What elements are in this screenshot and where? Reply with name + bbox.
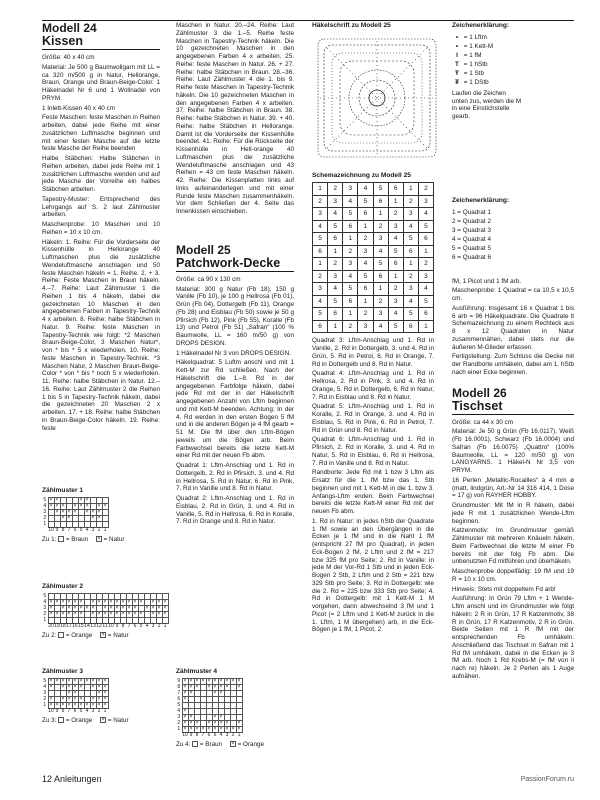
model-24-label: Modell 24 — [42, 21, 97, 35]
schema-cell: 2 — [343, 320, 358, 333]
schema-cell: 3 — [328, 270, 343, 283]
z1-key-b: = Natur — [103, 535, 125, 543]
schema-cell: 4 — [418, 283, 433, 296]
z3-key-label: Zu 3: — [42, 716, 57, 724]
model-26-label: Modell 26 — [452, 385, 507, 400]
schema-cell: 6 — [343, 220, 358, 233]
legend-2-item: 2 = Quadrat 2 — [452, 217, 491, 225]
m26-perlen: 16 Perlen „Metallic-Rocailles“ á 4 mm ø (matt, lindgrün, Art.-Nr 14 316 414, 1 Dose = 17 g) von RAYHER HOBBY. — [452, 476, 574, 500]
z4-key-label: Zu 4: — [176, 740, 191, 748]
zaehlmuster-1-key — [42, 536, 124, 543]
zaehlmuster-1-heading: Zählmuster 1 — [42, 487, 84, 494]
cross-cell-icon — [100, 717, 106, 723]
schema-cell: 5 — [388, 320, 403, 333]
z1-key-a: = Braun — [65, 535, 89, 543]
schema-cell: 2 — [403, 195, 418, 208]
m25-needle: 1 Häkelnadel Nr 3 von DROPS DESIGN. — [176, 349, 291, 357]
schema-cell: 3 — [403, 208, 418, 221]
schema-cell: 5 — [313, 308, 328, 321]
schema-cell: 6 — [328, 233, 343, 246]
legend-2-item: 3 = Quadrat 3 — [452, 226, 491, 234]
model-25-label: Modell 25 — [176, 242, 231, 257]
schema-row — [313, 258, 434, 271]
column-2 — [176, 22, 294, 528]
schema-cell: 3 — [358, 245, 373, 258]
m25-randborte: Randborte: Jede Rd mit 1 bzw 3 Lftm als Ersatz für die 1. fM bzw das 1. Stb beginnen und mit 1 Kett-M in die 1. bzw 3. Anfangs-Lftm enden. Beim Farbwechsel bereits die letzte Kett-M einer Rd mit der neuen Fb abm. — [312, 469, 434, 515]
schema-cell: 5 — [343, 283, 358, 296]
schema-cell: 4 — [388, 233, 403, 246]
m26-hinweis: Hinweis: Stets mit doppeltem Fd arb! — [452, 585, 556, 593]
schema-cell: 4 — [358, 183, 373, 196]
schema-cell: 4 — [418, 208, 433, 221]
zaehlmuster-3-key — [42, 717, 129, 724]
zaehlmuster-3-heading: Zählmuster 3 — [42, 668, 84, 675]
schema-cell: 2 — [373, 220, 388, 233]
schema-cell: 5 — [328, 295, 343, 308]
schema-cell: 5 — [313, 233, 328, 246]
stitch-symbol-icon: Ŧ — [455, 69, 459, 77]
schema-cell: 2 — [418, 258, 433, 271]
schema-cell: 5 — [343, 208, 358, 221]
empty-cell-icon — [58, 536, 64, 542]
schema-cell: 4 — [403, 295, 418, 308]
schema-cell: 5 — [373, 183, 388, 196]
schema-cell: 3 — [343, 183, 358, 196]
schema-row — [313, 320, 434, 333]
schema-row — [313, 308, 434, 321]
schema-cell: 3 — [418, 270, 433, 283]
schema-cell: 6 — [403, 245, 418, 258]
schema-cell: 4 — [388, 308, 403, 321]
schema-cell: 6 — [373, 270, 388, 283]
m25-maschenprobe: Maschenprobe: 1 Quadrat = ca 10,5 x 10,5 cm. — [452, 287, 574, 302]
schema-cell: 2 — [313, 270, 328, 283]
z1-key-label: Zu 1: — [42, 535, 57, 543]
schema-row — [313, 233, 434, 246]
schema-cell: 4 — [373, 245, 388, 258]
zaehlmuster-2-key — [42, 632, 169, 639]
m25-quadrat-2: Quadrat 2: Lftm-Anschlag und 1. Rd in Eisblau, 2. Rd in Grün, 3. und 4. Rd in Vanille, 5. Rd in Hellrosa, 6. Rd in Koralle, 7. Rd in Orange und 8. Rd in Natur. — [176, 495, 294, 526]
m25-fertigstellung: Fertigstellung: Zum Schluss die Decke mit der Randborte umhäkeln, dabei am 1. hStb nach einer Ecke beginnen. — [452, 353, 574, 376]
legend-item — [452, 78, 574, 87]
column-1 — [42, 22, 160, 434]
schema-cell: 5 — [403, 233, 418, 246]
haekeln-text: Häkeln: 1. Reihe: Für die Vorderseite der Kissenhülle in Hellorange 40 Luftmaschen plus die zusätzliche Wendeluftmasche anschlagen und 50 feste Maschen häkeln = 1. Reihe. 2. + 3. Reihe: Feste Maschen in Braun häkeln. 4.–7. Reihe: Laut Zählmuster 1 die Reihen 1 bis 4 häkeln, dabei die gezeichneten 10 Maschen in den angegebenen Farben in Tapestry-Technik 4 x arbeiten. 8. Reihe: halbe Stäbchen in Natur. 9. Reihe: feste Maschen in Tapestry-Technik wie folgt: *2 Maschen Braun-Beige-Color, 3 Maschen Natur*, von * bis * 5 x wiederholen. 10. Reihe: feste Maschen in Tapestry-Technik. *3 Maschen Natur, 2 Maschen Braun-Beige-Color * von * bis * noch 5 x wiederholen. 11. Reihe: halbe Stäbchen in Natur. 12.–16. Reihe: Laut Zählmuster 2 die Reihen 1 bis 5 in Tapestry-Technik häkeln, dabei die gezeichneten 20 Maschen 2 x arbeiten. 17. + 18. Reihe: halbe Stäbchen in Braun-Beige-Color häkeln. 19. Reihe: feste — [42, 238, 160, 432]
m25-randborte-rounds: 1. Rd in Natur: in jedes hStb der Quadrate 1 fM sowie an den Übergängen in die Ecken je 1 fM und in die Naht 1 fM (entspricht 27 fM pro Quadrat), in jeden Eck-Bogen 2 fM, 2 Lftm und 2 fM = 217 bzw 325 fM pro Seite; 2. Rd in Vanille: in jede M der Vor-Rd 1 Stb und in jeden Eck-Bogen 2 Stb, 2 Lftm und 2 Stb = 221 bzw 329 Stb pro Seite; 3. Rd in Dottergelb: wie die 2. Rd = 225 bzw 333 Stb pro Seite; 4. Rd in Dottergelb: mit 1 Kett-M 1 M vorgehen, dann abwechselnd 3 fM und 1 Picot (= 2 Lftm und 1 Kett-M zurück in die 1. Lftm, 1 M übergehen) arb, in die Eck-Bögen je 1 fM, 1 Picot, 2 — [312, 517, 434, 634]
m25-material: Material: 300 g Natur (Fb 18), 150 g Vanille (Fb 10), je 100 g Hellrosa (Fb 01), Grün (Fb 04), Dottergelb (Fb 11), Orange (Fb 28) und Eisblau (Fb 50) sowie je 50 g Pfirsich (Fb 12), Pink (Fb 55), Koralle (Fb 13) und Petrol (Fb 51) „Safran“ (100 % Baumwolle, LL = 160 m/50 g) von DROPS DESIGN. — [176, 285, 294, 347]
zaehlmuster-4 — [176, 668, 264, 748]
m26-ausfuehrung: Ausführung: In Grün 79 Lftm + 1 Wende-Lftm anschl und im Grundmuster wie folgt häkeln: 2 R in Grün, 17 R Katzenmotiv, 38 R in Grün, 17 R Katzenmotiv, 2 R in Grün. Beide Seiten mit 1 R fM mit der entsprechenden Fb umhäkeln. Anschließend das Tischset in Safran mit 1 Rd fM umhäkeln, dabei in die Ecken je 3 fM arb. Noch 1 Rd Krebs-M (= fM von li nach re) häkeln. Je 2 Perlen als 1 Auge aufnähen. — [452, 595, 574, 680]
schema-cell: 6 — [373, 195, 388, 208]
legend-item — [452, 51, 574, 60]
schema-cell: 4 — [313, 295, 328, 308]
model-25-heading — [176, 244, 294, 272]
legend-heading: Zeichenerklärung: — [452, 22, 510, 29]
schema-cell: 3 — [328, 195, 343, 208]
top-rule — [42, 20, 574, 21]
zaehlmuster-4-grid: 9 × × × × × × × × × × 8 × × × × × × × × 7 × × × × 6 × 5 4 × 3 × × × × 2 × × × × × × × × 1 × × × × × × × × × × 10 9 8 7 6 5 4 3 2 1 — [176, 678, 243, 739]
legend-2-list — [452, 208, 574, 262]
schema-cell: 1 — [418, 245, 433, 258]
m25-quadrat-3: Quadrat 3: Lftm-Anschlag und 1. Rd in Vanille, 2. Rd in Dottergelb, 3. und 4. Rd in Grün, 5. Rd in Petrol, 6. Rd in Orange, 7. Rd in Dottergelb und 8. Rd in Natur. — [312, 337, 434, 368]
schema-cell: 5 — [403, 308, 418, 321]
z2-key-a: = Orange — [65, 631, 93, 639]
z3-key-a: = Orange — [65, 716, 93, 724]
schema-cell: 6 — [343, 295, 358, 308]
z3-key-b: = Natur — [107, 716, 129, 724]
schema-cell: 1 — [388, 270, 403, 283]
schema-cell: 1 — [358, 295, 373, 308]
legend-item — [452, 42, 574, 51]
schema-cell: 1 — [403, 183, 418, 196]
stitch-symbol-icon: • — [455, 33, 459, 41]
schema-cell: 4 — [373, 320, 388, 333]
z2-key-label: Zu 2: — [42, 631, 57, 639]
schema-cell: 2 — [313, 195, 328, 208]
m25-quadrat-1: Quadrat 1: Lftm-Anschlag und 1. Rd in Dottergelb, 2. Rd in Pfirsich, 3. und 4. Rd in Hellrosa, 5. Rd in Natur, 6. Rd in Pink, 7. Rd in Vanille und 8. Rd in Natur. — [176, 462, 294, 493]
schema-cell: 1 — [343, 233, 358, 246]
schema-cell: 2 — [418, 183, 433, 196]
schema-cell: 3 — [313, 208, 328, 221]
page-section: Anleitungen — [54, 774, 102, 784]
schema-cell: 2 — [328, 258, 343, 271]
schema-cell: 6 — [388, 258, 403, 271]
legend-text: = 1 fM — [462, 51, 482, 59]
schema-row — [313, 270, 434, 283]
schema-row — [313, 183, 434, 196]
stitch-symbol-icon: ₮ — [455, 78, 459, 86]
page-number: 12 — [42, 774, 53, 784]
m25-size: Größe: ca 90 x 130 cm — [176, 275, 241, 283]
legend-list — [452, 33, 574, 87]
m26-size: Größe: ca 44 x 30 cm — [452, 418, 513, 426]
page-footer — [42, 774, 102, 784]
schema-cell: 3 — [358, 320, 373, 333]
schema-cell: 6 — [403, 320, 418, 333]
schema-cell: 6 — [418, 308, 433, 321]
schema-cell: 3 — [403, 283, 418, 296]
legend-item — [452, 33, 574, 42]
schema-cell: 4 — [313, 220, 328, 233]
schema-cell: 2 — [373, 295, 388, 308]
m25-haekelquadrat: Häkelquadrat: 5 Luftm anschl und mit 1 Kett-M zur Rd schließen. Nach der Häkelschrift die 1.–8. Rd in der angegebenen Farbfolge häkeln, dabei jede Rd mit der in der Häkelschrift angegebenen Anzahl von Lftm beginnen und mit Kett-M beenden. Achtung: In der 4. Rd werden in den ersten Bogen 5 fM und in die anderen Bögen je 4 fM gearb = 51 M. Die fM über den Lftm-Bögen jeweils um die Bögen arb. Beim Farbwechsel bereits die letzte Kett-M einer Rd mit der neuen Fb abm. — [176, 359, 294, 460]
schema-cell: 4 — [403, 220, 418, 233]
legend-item — [452, 60, 574, 69]
schema-row — [313, 220, 434, 233]
stitch-symbol-icon: I — [456, 51, 458, 59]
schema-row — [313, 245, 434, 258]
model-24-title: Kissen — [42, 34, 83, 48]
haekelschrift-heading: Häkelschrift zu Modell 25 — [312, 22, 391, 29]
schema-cell: 3 — [373, 308, 388, 321]
m25-ausfuehrung: Ausführung: Insgesamt 16 x Quadrat 1 bis 6 arb = 96 Häkelquadrate. Die Quadrate lt Schemazeichnung zu einem Rechteck aus 8 x 12 Quadraten in Natur zusammennähen, dabei stets nur die äußeren M-Glieder erfassen. — [452, 304, 574, 351]
schema-cell: 1 — [418, 320, 433, 333]
schema-cell: 2 — [358, 308, 373, 321]
stitch-symbol-icon: T — [455, 60, 459, 68]
model-25-title: Patchwork-Decke — [176, 255, 281, 270]
schema-cell: 1 — [328, 245, 343, 258]
schema-cell: 5 — [373, 258, 388, 271]
maschenprobe-text: Maschenprobe: 10 Maschen und 10 Reihen = 10 x 10 cm. — [42, 221, 160, 236]
model-26-title: Tischset — [452, 398, 503, 413]
cross-cell-icon — [230, 741, 236, 747]
halbe-staebchen-text: Halbe Stäbchen: Halbe Stäbchen in Reihen arbeiten, dabei jede Reihe mit 1 zusätzlichen Luftmasche wenden und auf jede Masche der Vorreihe ein halbes Stäbchen arbeiten. — [42, 155, 160, 193]
m25-quadrat-4: Quadrat 4: Lftm-Anschlag und 1. Rd in Hellrosa, 2. Rd in Pink, 3. und 4. Rd in Orange, 5. Rd in Dottergelb, 6. Rd in Natur, 7. Rd in Eisblau und 8. Rd in Natur. — [312, 370, 434, 401]
zaehlmuster-3-grid: 5 × × × × × × × × × × 4 × × × × × × × × 3 × × × × 2 × × × × × × × × 1 × × × × × × × × × × 10 9 8 7 6 5 4 3 2 1 — [42, 678, 109, 715]
schema-cell: 5 — [358, 270, 373, 283]
schema-cell: 5 — [328, 220, 343, 233]
schema-cell: 2 — [388, 208, 403, 221]
legend-2-heading: Zeichenerklärung: — [452, 196, 510, 204]
schema-row — [313, 195, 434, 208]
legend-text: = 1 Kett-M — [462, 42, 494, 50]
schema-cell: 2 — [388, 283, 403, 296]
schema-row — [313, 208, 434, 221]
schema-cell: 3 — [418, 195, 433, 208]
schema-cell: 6 — [313, 320, 328, 333]
crochet-square-diagram — [312, 33, 442, 163]
schema-cell: 3 — [388, 220, 403, 233]
schema-cell: 6 — [388, 183, 403, 196]
m26-grundmuster: Grundmuster: Mit fM in R häkeln, dabei jede R mit 1 zusätzlichen Wende-Lftm beginnen. — [452, 502, 574, 525]
model-26-heading — [452, 387, 574, 415]
legend-text: = 1 Stb — [462, 69, 485, 77]
zaehlmuster-2-grid: 5 4 × × × × × × × × × × × × × × × × × × 3 × × × × × × × × × × × × × × × × × 2 × × × × × × × × × × × × × × × × × × 1 20 19 18 17 16 15 14 13 12 11 10 9 8 7 6 5 4 3 2 1 — [42, 593, 169, 630]
z2-key-b: = Natur — [107, 631, 129, 639]
schema-cell: 5 — [358, 195, 373, 208]
legend-2-item: 5 = Quadrat 5 — [452, 244, 491, 252]
schema-cell: 2 — [328, 183, 343, 196]
cross-cell-icon — [96, 536, 102, 542]
z4-key-a: = Braun — [199, 740, 223, 748]
zaehlmuster-3 — [42, 668, 129, 724]
empty-cell-icon — [58, 717, 64, 723]
legend-2-item: 1 = Quadrat 1 — [452, 208, 491, 216]
schema-cell: 1 — [373, 283, 388, 296]
column-3 — [312, 22, 434, 636]
schema-cell: 4 — [328, 283, 343, 296]
site-watermark: PassionForum.ru — [520, 776, 574, 783]
schema-cell: 1 — [343, 308, 358, 321]
schema-cell: 6 — [418, 233, 433, 246]
schema-cell: 1 — [373, 208, 388, 221]
legend-item — [452, 69, 574, 78]
legend-2-item: 6 = Quadrat 6 — [452, 253, 491, 261]
schema-cell: 1 — [403, 258, 418, 271]
schema-cell: 6 — [328, 308, 343, 321]
model-24-heading — [42, 22, 160, 50]
empty-cell-icon — [58, 632, 64, 638]
z4-key-b: = Orange — [237, 740, 265, 748]
col2-continuation: Maschen in Natur. 20.–24. Reihe: Laut Zählmuster 3 die 1.–5. Reihe feste Maschen in Tapestry-Technik häkeln. Die 10 gezeichneten Maschen in den angegebenen Farben 4 x arbeiten. 25. Reihe: feste Maschen in Natur. 26. + 27. Reihe: halbe Stäbchen in Braun. 28.–36. Reihe: Laut Zählmuster 4 die 1. bis 9. Reihe feste Maschen in Tapestry-Technik häkeln. Die 10 gezeichneten Maschen in den angegebenen Farben 4 x arbeiten. 37. Reihe: halbe Stäbchen in Braun. 38. Reihe: halbe Stäbchen in Natur. 39. + 40. Reihe: halbe Stäbchen in Hellorange. Damit ist die Vorderseite der Kissenhülle beendet. 41. Reihe: Für die Rückseite der Kissenhülle in Hell-orange 40 Luftmaschen plus die zusätzliche Wendeluftmasche anschlagen und 43 Reihen = 43 cm feste Maschen häkeln. 42. Reihe: Die Kissenplatten links auf links aufeinanderlegen und mit einer Runde feste Maschen zusammenhäkeln. Vor dem Schließen der 4. Seite das Innenkissen einschieben. — [176, 22, 294, 215]
m26-material: Material: Je 50 g Grün (Fb 16.0117), Weiß (Fb 16.0001), Schwarz (Fb 16.0004) und Safran (Fb 16.0075) „Quattro“ (100% Baumwolle, LL = 120 m/50 g) von LANGYARNS. 1 Häkel-N Nr 3,5 von PRYM. — [452, 428, 574, 474]
schema-table — [312, 182, 434, 333]
size-text: Größe: 40 x 40 cm — [42, 54, 95, 61]
inlett-text: 1 Inlett-Kissen 40 x 40 cm — [42, 104, 115, 112]
schema-cell: 3 — [388, 295, 403, 308]
schema-cell: 2 — [358, 233, 373, 246]
schema-cell: 1 — [313, 183, 328, 196]
empty-cell-icon — [192, 741, 198, 747]
schema-cell: 2 — [403, 270, 418, 283]
schema-cell: 4 — [343, 270, 358, 283]
schema-cell: 1 — [313, 258, 328, 271]
m26-katzenmotiv: Katzenmotiv: Im Grundmuster gemäß Zählmuster mit mehreren Knäueln häkeln. Beim Farbwechsel die letzte M einer Fb bereits mit der folg Fb abm. Die unbenutzten Fd mitführen und überhäkeln. — [452, 527, 574, 566]
legend-text: = 1 DStb — [462, 78, 489, 86]
m25-quadrat-6: Quadrat 6: Lftm-Anschlag und 1. Rd in Pfirsich, 2. Rd in Koralle, 3. und 4. Rd in Natur, 5. Rd in Eisblau, 6. Rd in Hellrosa, 7. Rd in Vanille und 8. Rd in Natur. — [312, 436, 434, 467]
stitch-symbol-icon: • — [455, 42, 459, 50]
schema-cell: 5 — [418, 220, 433, 233]
schema-cell: 6 — [358, 208, 373, 221]
legend-2-item: 4 = Quadrat 4 — [452, 235, 491, 243]
feste-maschen-text: Feste Maschen: feste Maschen in Reihen arbeiten, dabei jede Reihe mit einer zusätzlichen Luftmasche beginnen und mit einer festen Masche auf die letzte feste Masche der Reihe beenden — [42, 114, 160, 153]
schemazeichnung-heading: Schemazeichnung zu Modell 25 — [312, 171, 411, 179]
schema-cell: 5 — [418, 295, 433, 308]
schema-cell: 3 — [373, 233, 388, 246]
zaehlmuster-2-heading: Zählmuster 2 — [42, 583, 84, 590]
legend-note: Laufen die Zeichen unten zus, werden die M in eine Einstichstelle gearb. — [452, 89, 522, 120]
schema-cell: 5 — [388, 245, 403, 258]
tapestry-text: Tapestry-Muster: Entsprechend des Lehrgangs auf S. 2 laut Zählmuster arbeiten. — [42, 195, 160, 219]
schema-row — [313, 295, 434, 308]
material-text: Material: Je 500 g Baumwollgarn mit LL = ca 320 m/500 g in Natur, Hellorange, Braun, Orange und Braun-Beige-Color. 1 Häkelnadel Nr 6 und 1 Wollnadel von PRYM. — [42, 63, 160, 102]
schema-cell: 4 — [358, 258, 373, 271]
m25-quadrat-5: Quadrat 5: Lftm-Anschlag und 1. Rd in Koralle, 2. Rd in Orange, 3. und 4. Rd in Eisblau, 5. Rd in Pink, 6. Rd in Petrol, 7. Rd in Grün und 8. Rd in Natur. — [312, 403, 434, 434]
legend-text: = 1 Lftm — [462, 33, 487, 41]
schema-cell: 4 — [343, 195, 358, 208]
schema-cell: 3 — [343, 258, 358, 271]
m25-finish-corner: fM, 1 Picot und 1 fM arb. — [452, 277, 522, 285]
zaehlmuster-1 — [42, 487, 124, 543]
zaehlmuster-1-grid: 5 × × × × 4 × × × × × × × × 3 × × × × × × × 2 × × × × 1 10 9 8 7 6 5 4 3 2 1 — [42, 497, 109, 534]
m26-maschenprobe: Maschenprobe doppelfädig: 19 fM und 19 R = 10 x 10 cm. — [452, 568, 574, 583]
column-4 — [452, 22, 574, 683]
schema-cell: 1 — [358, 220, 373, 233]
schema-cell: 6 — [313, 245, 328, 258]
zaehlmuster-4-key — [176, 741, 264, 748]
schema-cell: 4 — [328, 208, 343, 221]
legend-text: = 1 hStb — [462, 60, 488, 68]
schema-cell: 1 — [328, 320, 343, 333]
schema-row — [313, 283, 434, 296]
zaehlmuster-2 — [42, 583, 169, 639]
schema-cell: 3 — [313, 283, 328, 296]
zaehlmuster-4-heading: Zählmuster 4 — [176, 668, 218, 675]
schema-cell: 6 — [358, 283, 373, 296]
cross-cell-icon — [100, 632, 106, 638]
schema-cell: 1 — [388, 195, 403, 208]
schema-cell: 2 — [343, 245, 358, 258]
